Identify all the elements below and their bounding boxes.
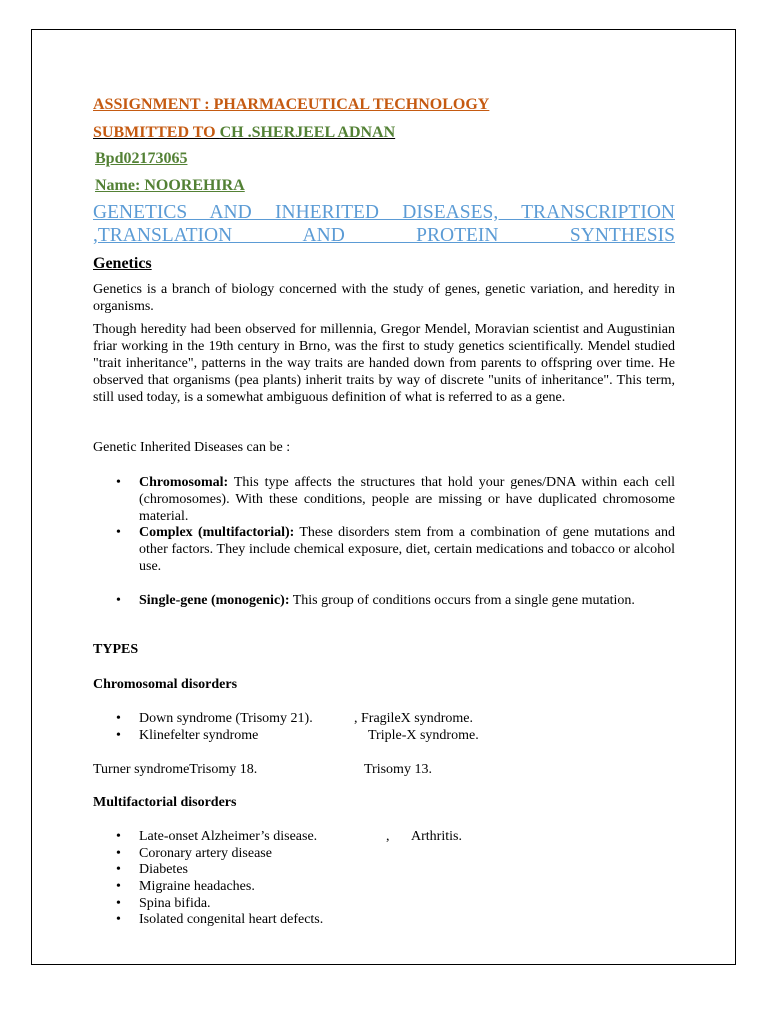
- document-title: [93, 201, 675, 247]
- list-item: Coronary artery disease: [139, 846, 272, 861]
- list-item: Klinefelter syndrome: [139, 728, 259, 743]
- multifactorial-disorders-heading: Multifactorial disorders: [93, 795, 237, 810]
- bullet: •: [116, 525, 121, 540]
- list-item: Diabetes: [139, 862, 188, 877]
- list-item: Arthritis.: [411, 829, 462, 844]
- assignment-heading: ASSIGNMENT : PHARMACEUTICAL TECHNOLOGY: [93, 96, 490, 113]
- genetics-paragraph-2: Though heredity had been observed for millennia, Gregor Mendel, Moravian scientist and Augustinian friar working in the 19th century in Brno, was the first to study genetics scientifically. Mendel studied "trait inheritance", patterns in the way traits are handed down from parents to offspring over time. He observed that organisms (pea plants) inherit traits by way of discrete "units of inheritance". This term, still used today, is a somewhat ambiguous definition of what is referred to as a gene.: [93, 322, 675, 405]
- disease-type-complex: Complex (multifactorial): These disorders stem from a combination of gene mutations and other factors. They include chemical exposure, diet, certain medications and tobacco or alcohol use.: [139, 525, 675, 574]
- student-id: Bpd02173065: [95, 150, 188, 167]
- disease-type-single-gene: Single-gene (monogenic): This group of conditions occurs from a single gene mutation.: [139, 593, 635, 608]
- list-item: Spina bifida.: [139, 896, 211, 911]
- genetics-heading: Genetics: [93, 255, 152, 272]
- bullet: •: [116, 711, 121, 726]
- student-name: Name: NOOREHIRA: [95, 177, 245, 194]
- submitted-to-line: [93, 124, 395, 142]
- genetics-paragraph-1: Genetics is a branch of biology concerned with the study of genes, genetic variation, and heredity in organisms.: [93, 282, 675, 314]
- list-item: Down syndrome (Trisomy 21).: [139, 711, 313, 726]
- submitted-to-name: CH .SHERJEEL ADNAN: [219, 124, 396, 141]
- disease-type-chromosomal: Chromosomal: This type affects the structures that hold your genes/DNA within each cell (chromosomes). With these conditions, people are missing or have duplicated chromosome material.: [139, 475, 675, 524]
- list-item: Migraine headaches.: [139, 879, 255, 894]
- submitted-to-label: SUBMITTED TO: [93, 124, 220, 141]
- bullet: •: [116, 862, 121, 877]
- chromosomal-extra-line: Turner syndromeTrisomy 18.: [93, 762, 258, 777]
- bullet: •: [116, 593, 121, 608]
- types-heading: TYPES: [93, 642, 139, 657]
- bullet: •: [116, 829, 121, 844]
- chromosomal-disorders-heading: Chromosomal disorders: [93, 677, 238, 692]
- inherited-diseases-intro: Genetic Inherited Diseases can be :: [93, 440, 291, 455]
- list-item: Late-onset Alzheimer’s disease.: [139, 829, 318, 844]
- bullet: •: [116, 846, 121, 861]
- title-line-2: ,TRANSLATION AND PROTEIN SYNTHESIS: [93, 225, 675, 246]
- bullet: •: [116, 728, 121, 743]
- title-line-1: GENETICS AND INHERITED DISEASES, TRANSCRIPTION: [93, 202, 675, 223]
- chromosomal-extra-line: Trisomy 13.: [364, 762, 432, 777]
- bullet: •: [116, 879, 121, 894]
- list-item: ,: [386, 829, 390, 844]
- bullet: •: [116, 896, 121, 911]
- list-item: , FragileX syndrome.: [354, 711, 473, 726]
- bullet: •: [116, 912, 121, 927]
- list-item: Triple-X syndrome.: [368, 728, 479, 743]
- bullet: •: [116, 475, 121, 490]
- list-item: Isolated congenital heart defects.: [139, 912, 324, 927]
